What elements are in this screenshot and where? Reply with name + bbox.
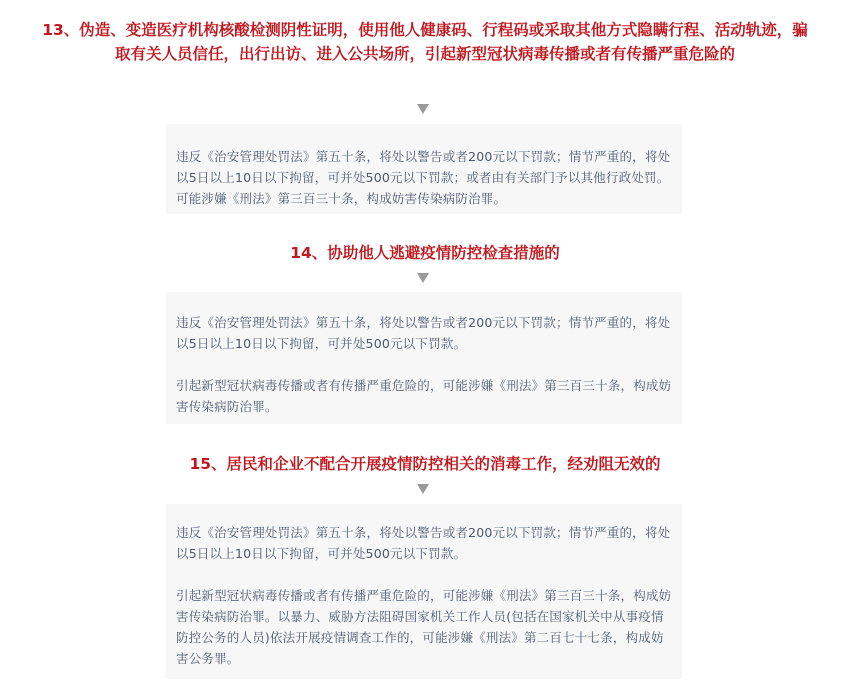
item-15-paragraph-1: 违反《治安管理处罚法》第五十条，将处以警告或者200元以下罚款；情节严重的，将处以5日以上10日以下拘留，可并处500元以下罚款。 [176, 525, 671, 561]
item-13-heading: 13、伪造、变造医疗机构核酸检测阴性证明，使用他人健康码、行程码或采取其他方式隐瞒行程、活动轨迹，骗取有关人员信任，出行出访、进入公共场所，引起新型冠状病毒传播或者有传播严重危险的 [42, 21, 808, 63]
arrow-down-icon [417, 484, 429, 494]
item-15-heading: 15、居民和企业不配合开展疫情防控相关的消毒工作，经劝阻无效的 [189, 455, 661, 473]
item-14 [0, 241, 850, 265]
item-13-penalty-box [166, 124, 682, 214]
item-14-heading: 14、协助他人逃避疫情防控检查措施的 [290, 244, 560, 262]
item-15-paragraph-2: 引起新型冠状病毒传播或者有传播严重危险的，可能涉嫌《刑法》第三百三十条，构成妨害传染病防治罪。以暴力、威胁方法阻碍国家机关工作人员(包括在国家机关中从事疫情防控公务的人员)依法开展疫情调查工作的，可能涉嫌《刑法》第二百七十七条，构成妨害公务罪。 [176, 588, 672, 666]
item-15-penalty-box [166, 504, 682, 679]
item-14-penalty-box [166, 292, 682, 424]
item-13-paragraph-1: 违反《治安管理处罚法》第五十条，将处以警告或者200元以下罚款；情节严重的，将处以5日以上10日以下拘留，可并处500元以下罚款；或者由有关部门予以其他行政处罚。可能涉嫌《刑法》第三百三十条，构成妨害传染病防治罪。 [176, 149, 671, 206]
item-15 [0, 452, 850, 476]
item-14-paragraph-2: 引起新型冠状病毒传播或者有传播严重危险的，可能涉嫌《刑法》第三百三十条，构成妨害传染病防治罪。 [176, 378, 672, 414]
item-14-paragraph-1: 违反《治安管理处罚法》第五十条，将处以警告或者200元以下罚款；情节严重的，将处以5日以上10日以下拘留，可并处500元以下罚款。 [176, 315, 671, 351]
item-13 [0, 18, 850, 66]
arrow-down-icon [417, 273, 429, 283]
arrow-down-icon [417, 104, 429, 114]
